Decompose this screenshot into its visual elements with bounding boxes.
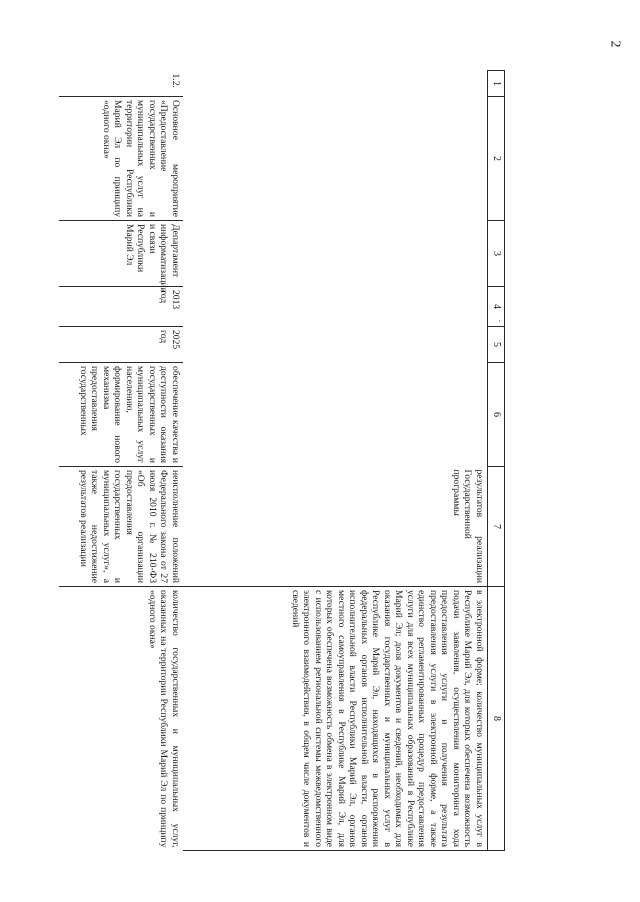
cell-consequences: неисполнение положений Федерального закона от 27 июля 2010 г. № 210-ФЗ «Об организации предоставления государственных и муниципальных услуг», а также недостижение результатов реализации <box>59 467 183 587</box>
cell-indicators: количество государственных и муниципальных услуг, оказанных на территории Республики Марий Эл по принципу «одного окна» <box>59 587 183 851</box>
cell-num: 1.2. <box>59 71 183 97</box>
rotated-table-page <box>5 70 505 850</box>
cell-end <box>183 327 488 363</box>
cell-executor: Департамент информатизации и связи Республики Марий Эл <box>59 221 183 287</box>
table-row <box>59 71 183 851</box>
cell-start <box>183 287 488 327</box>
cell-indicators: в электронной форме; количество муниципальных услуг в Республике Марий Эл, для которых обеспечена возможность подачи заявления, осуществления мониторинга хода предоставления услуги и получения результата предоставления услуги в электронной форме, а также единство регламентированных процедур предоставления услуги для всех муниципальных образований в Республике Марий Эл; доля документов и сведений, необходимых для оказания государственных и муниципальных услуг в Республике Марий Эл, находящихся в распоряжении федеральных органов исполнительной власти, органов исполнительной власти Республики Марий Эл, органов местного самоуправления в Республике Марий Эл, для которых обеспечена возможность обмена в электронном виде с использованием региональной системы межведомственного электронного взаимодействия, в общем числе документов и сведений <box>183 587 488 851</box>
col-header: 6 <box>488 363 505 467</box>
col-header: 1 <box>488 71 505 97</box>
col-header: 4 . <box>488 287 505 327</box>
table-row <box>183 71 488 851</box>
cell-event: Основное мероприятие «Предоставление государственных и муниципальных услуг на территории Республики Марий Эл по принципу «одного окна» <box>59 97 183 221</box>
column-number-row <box>488 71 505 851</box>
cell-num <box>183 71 488 97</box>
cell-result: обеспечение качества и доступности оказания государственных и муниципальных услуг населению, формирование нового механизма предоставления государственных <box>59 363 183 467</box>
cell-start: 2013 год <box>59 287 183 327</box>
cell-result <box>183 363 488 467</box>
col-header: 8 <box>488 587 505 851</box>
col-header: 3 <box>488 221 505 287</box>
col-header: 2 <box>488 97 505 221</box>
cell-event <box>183 97 488 221</box>
col-header: 7 <box>488 467 505 587</box>
stray-dot: . <box>497 320 506 322</box>
cell-executor <box>183 221 488 287</box>
col-header: 5 <box>488 327 505 363</box>
cell-end: 2025 год <box>59 327 183 363</box>
page-number: 2 <box>607 40 623 48</box>
program-table <box>59 70 505 851</box>
cell-consequences: результатов реализации Государственной программы <box>183 467 488 587</box>
